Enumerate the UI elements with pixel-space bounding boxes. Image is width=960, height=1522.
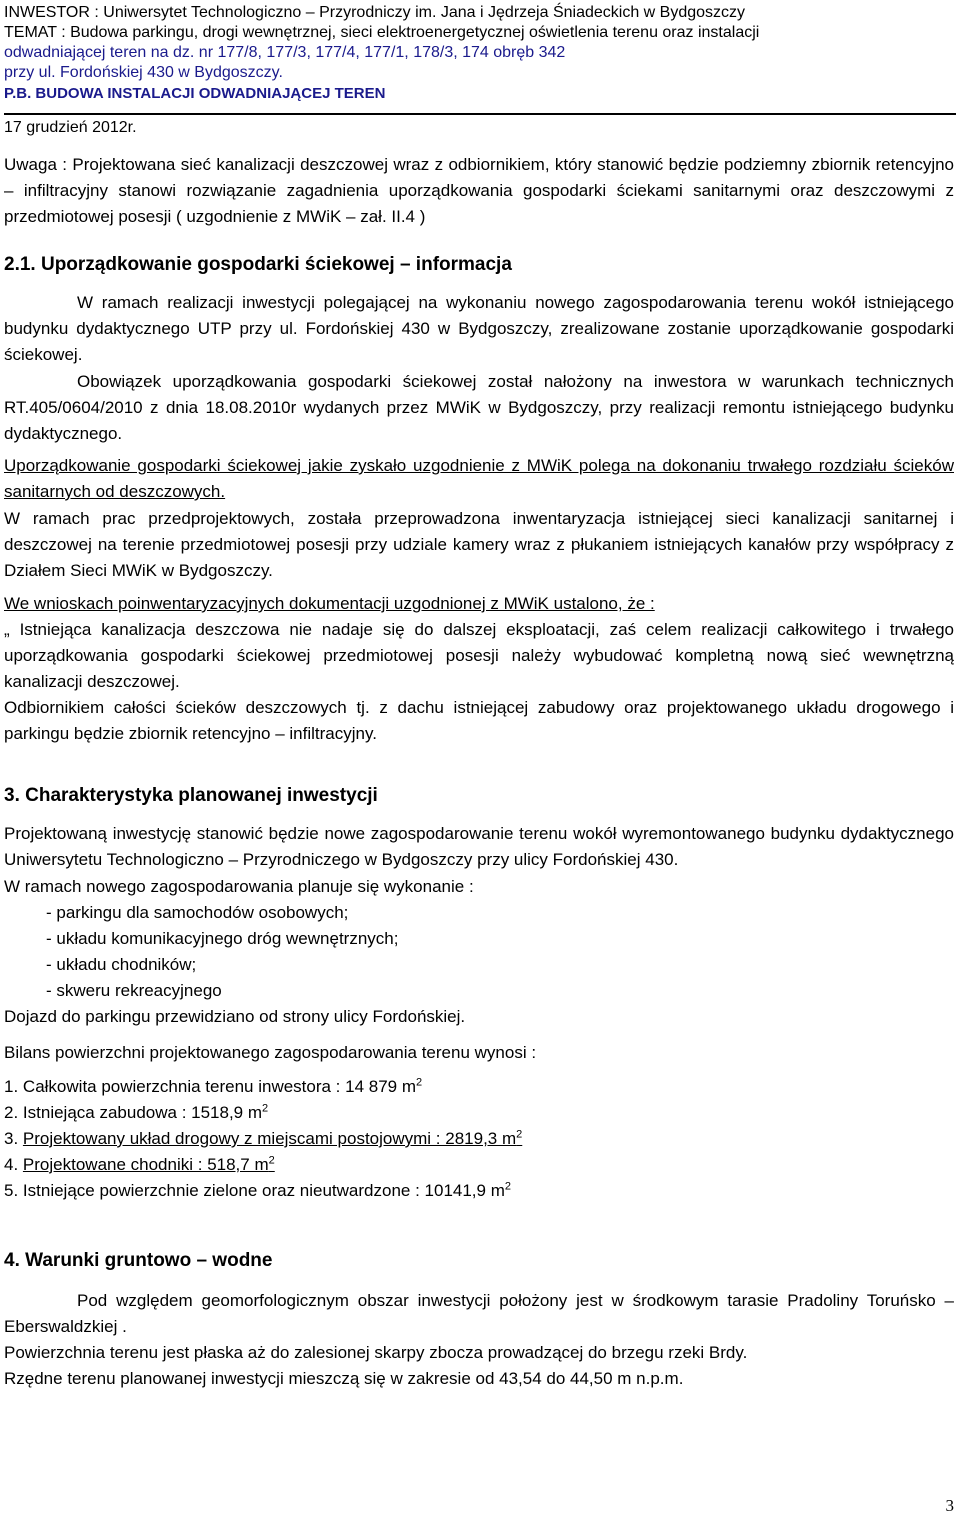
header-project-title: P.B. BUDOWA INSTALACJI ODWADNIAJĄCEJ TEREN (4, 85, 386, 102)
section-2-1-paragraph-2: Obowiązek uporządkowania gospodarki ściekowej został nałożony na inwestora w warunkach technicznych RT.405/0604/2010 z dnia 18.08.2010r wydanych przez MWiK w Bydgoszczy, przy realizacji remontu istniejącego budynku dydaktycznego. (4, 372, 954, 443)
section-3-heading: 3. Charakterystyka planowanej inwestycji (4, 785, 378, 806)
list-item-text: Istniejące powierzchnie zielone oraz nieutwardzone : 10141,9 m (22, 1181, 505, 1200)
section-3-paragraph-1: Projektowaną inwestycję stanowić będzie nowe zagospodarowanie terenu wokół wyremontowanego budynku dydaktycznego Uniwersytetu Technologiczno – Przyrodniczego w Bydgoszczy przy ulicy Fordońskiej 430. (4, 824, 954, 869)
superscript: 2 (516, 1128, 523, 1141)
section-4-paragraph-3: Rzędne terenu planowanej inwestycji mieszczą się w zakresie od 43,54 do 44,50 m n.p.m. (4, 1369, 684, 1388)
list-item (4, 1152, 954, 1178)
list-item: - parkingu dla samochodów osobowych; (46, 903, 349, 922)
section-3-paragraph-3: Dojazd do parkingu przewidziano od strony ulicy Fordońskiej. (4, 1007, 466, 1026)
list-item-number: 1. (4, 1077, 19, 1096)
section-2-1-paragraph-4: W ramach prac przedprojektowych, została przeprowadzona inwentaryzacja istniejącej sieci kanalizacji sanitarnej i deszczowej na terenie przedmiotowej posesji przy udziale kamery wraz z płukaniem istniejących kanałów przy współpracy z Działem Sieci MWiK w Bydgoszczy. (4, 509, 954, 580)
section-2-1-paragraph-5: We wnioskach poinwentaryzacyjnych dokumentacji uzgodnionej z MWiK ustalono, że : (4, 594, 655, 613)
list-item (4, 1074, 954, 1100)
list-item (4, 1100, 954, 1126)
section-2-1-quote: „ Istniejąca kanalizacja deszczowa nie nadaje się do dalszej eksploatacji, zaś celem realizacji całkowitego i trwałego uporządkowania gospodarki ściekowej przedmiotowej posesji należy wybudować kompletną nową sieć wewnętrzną kanalizacji deszczowej. (4, 620, 954, 691)
section-3-paragraph-4: Bilans powierzchni projektowanego zagospodarowania terenu wynosi : (4, 1043, 537, 1062)
list-item-number: 5. (4, 1181, 19, 1200)
header-topic-line1: TEMAT : Budowa parkingu, drogi wewnętrznej, sieci elektroenergetycznej oświetlenia terenu oraz instalacji (4, 24, 760, 41)
list-item: - skweru rekreacyjnego (46, 981, 222, 1000)
superscript: 2 (268, 1154, 275, 1167)
header-topic-line2: odwadniającej teren na dz. nr 177/8, 177/3, 177/4, 177/1, 178/3, 174 obręb 342 (4, 44, 566, 61)
superscript: 2 (504, 1180, 511, 1193)
list-item-number: 2. (4, 1103, 19, 1122)
list-item (4, 1126, 954, 1152)
list-item-number: 4. (4, 1155, 19, 1174)
header-date: 17 grudzień 2012r. (4, 119, 137, 136)
list-item-text: Projektowane chodniki : 518,7 m (22, 1155, 269, 1174)
section-4-heading: 4. Warunki gruntowo – wodne (4, 1250, 273, 1271)
header-topic-line3: przy ul. Fordońskiej 430 w Bydgoszczy. (4, 64, 283, 81)
list-item-number: 3. (4, 1129, 19, 1148)
superscript: 2 (416, 1076, 423, 1089)
list-item-text: Całkowita powierzchnia terenu inwestora : 14 879 m (22, 1077, 417, 1096)
list-item: - układu komunikacyjnego dróg wewnętrznych; (46, 929, 399, 948)
section-2-1-paragraph-3: Uporządkowanie gospodarki ściekowej jakie zyskało uzgodnienie z MWiK polega na dokonaniu trwałego rozdziału ścieków sanitarnych od deszczowych. (4, 456, 954, 501)
section-3-paragraph-2: W ramach nowego zagospodarowania planuje się wykonanie : (4, 877, 474, 896)
list-item (4, 1178, 954, 1204)
header-divider (4, 113, 956, 115)
section-2-1-paragraph-7: Odbiornikiem całości ścieków deszczowych tj. z dachu istniejącej zabudowy oraz projektowanego układu drogowego i parkingu będzie zbiornik retencyjno – infiltracyjny. (4, 698, 954, 743)
section-4-paragraph-1: Pod względem geomorfologicznym obszar inwestycji położony jest w środkowym tarasie Pradoliny Toruńsko – Eberswaldzkiej . (4, 1291, 954, 1336)
list-item-text: Istniejąca zabudowa : 1518,9 m (22, 1103, 263, 1122)
area-balance-list (4, 1074, 954, 1204)
investment-list (4, 900, 954, 1004)
superscript: 2 (262, 1102, 269, 1115)
section-2-1-heading: 2.1. Uporządkowanie gospodarki ściekowej – informacja (4, 254, 512, 275)
page-number: 3 (945, 1496, 954, 1515)
document-body (4, 152, 954, 1392)
list-item-text: Projektowany układ drogowy z miejscami postojowymi : 2819,3 m (22, 1129, 517, 1148)
section-4-paragraph-2: Powierzchnia terenu jest płaska aż do zalesionej skarpy zbocza prowadzącej do brzegu rzeki Brdy. (4, 1343, 748, 1362)
page-header (4, 3, 954, 136)
uwaga-paragraph: Uwaga : Projektowana sieć kanalizacji deszczowej wraz z odbiornikiem, który stanowić będzie podziemny zbiornik retencyjno – infiltracyjny stanowi rozwiązanie zagadnienia uporządkowania gospodarki ściekami sanitarnymi oraz deszczowymi z przedmiotowej posesji ( uzgodnienie z MWiK – zał. II.4 ) (4, 155, 954, 226)
header-investor: INWESTOR : Uniwersytet Technologiczno – Przyrodniczy im. Jana i Jędrzeja Śniadeckich w Bydgoszczy (4, 4, 746, 21)
list-item: - układu chodników; (46, 955, 197, 974)
section-2-1-paragraph-1: W ramach realizacji inwestycji polegającej na wykonaniu nowego zagospodarowania terenu wokół istniejącego budynku dydaktycznego UTP przy ul. Fordońskiej 430 w Bydgoszczy, zrealizowane zostanie uporządkowanie gospodarki ściekowej. (4, 293, 954, 364)
